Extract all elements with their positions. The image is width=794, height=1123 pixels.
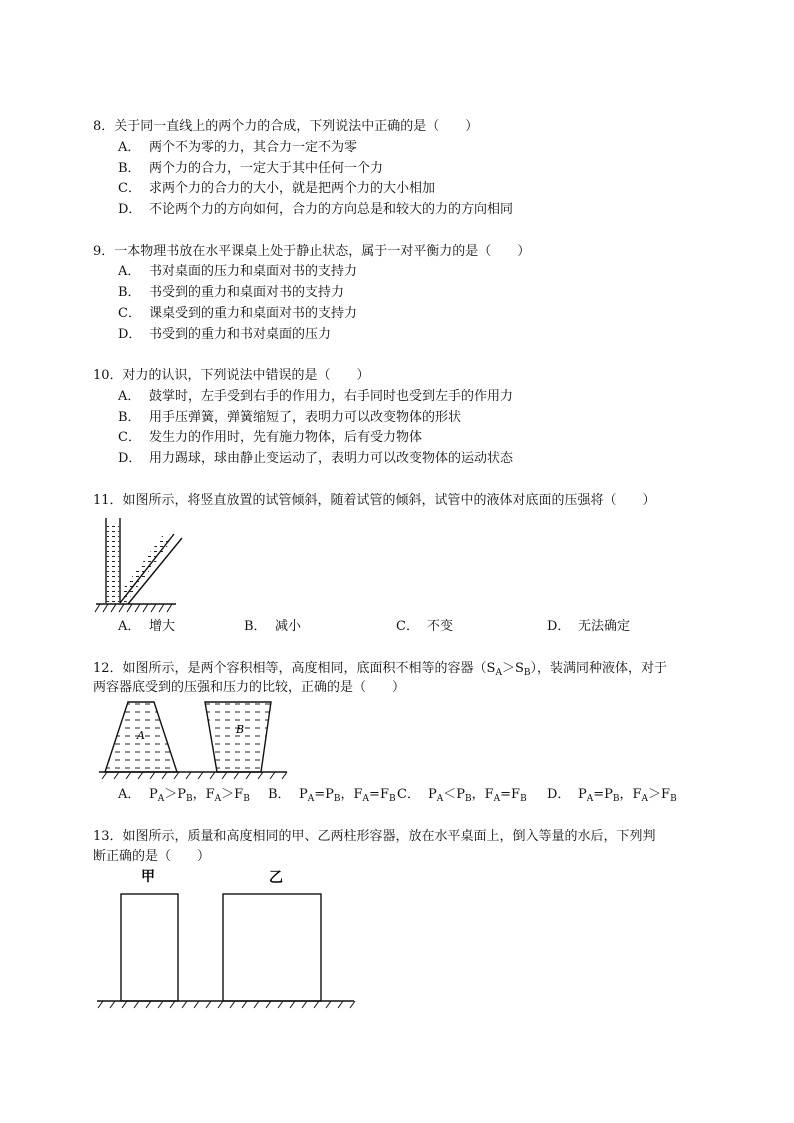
question-10-option-b[interactable] [118, 410, 461, 426]
option-text: 两个不为零的力，其合力一定不为零 [149, 140, 358, 155]
option-text: ，F [340, 787, 363, 802]
option-text: 不变 [427, 619, 454, 634]
option-text: 鼓掌时，左手受到右手的作用力，右手同时也受到左手的作用力 [149, 389, 514, 404]
question-10-option-a[interactable] [118, 389, 513, 405]
option-label: A． [118, 264, 141, 279]
option-label: D． [118, 327, 142, 342]
option-label: C． [396, 619, 419, 634]
question-11-option-b[interactable] [244, 619, 301, 635]
option-label: A． [118, 389, 141, 404]
subscript: A [495, 668, 502, 678]
option-label: C． [397, 787, 420, 802]
stem-text: ＞S [501, 661, 524, 676]
subscript: A [586, 794, 594, 804]
question-11-option-a[interactable] [118, 619, 175, 635]
subscript: A [157, 794, 165, 804]
subscript: A [436, 794, 444, 804]
option-text: 增大 [149, 619, 176, 634]
option-label: B． [118, 410, 141, 425]
option-label: A． [118, 787, 141, 802]
option-text: ＜P [443, 787, 465, 802]
option-label: D． [118, 202, 142, 217]
subscript: B [388, 794, 396, 804]
option-label: B． [268, 787, 291, 802]
container-b [205, 702, 271, 772]
tilted-tube [120, 534, 182, 604]
option-text: ，F [619, 787, 642, 802]
ground-line [97, 1001, 355, 1008]
question-9-option-a[interactable] [118, 264, 357, 280]
ground-line [99, 772, 287, 779]
option-label: D． [547, 787, 571, 802]
option-text: 用力踢球，球由静止变运动了，表明力可以改变物体的运动状态 [149, 451, 514, 466]
subscript: B [465, 794, 472, 804]
option-text: =P [314, 787, 334, 802]
subscript: A [362, 794, 370, 804]
option-text: P [428, 787, 437, 802]
question-9-option-d[interactable] [118, 327, 331, 343]
option-text: 减小 [275, 619, 302, 634]
question-12-option-d[interactable] [547, 787, 677, 803]
question-10-option-c[interactable] [118, 430, 422, 446]
question-8-option-c[interactable] [118, 181, 435, 197]
option-text: ＞F [221, 787, 244, 802]
option-text: ＞F [648, 787, 671, 802]
question-11-stem: 11．如图所示，将竖直放置的试管倾斜，随着试管的倾斜，试管中的液体对底面的压强将（ ） [93, 493, 656, 508]
question-8-stem: 8．关于同一直线上的两个力的合成，下列说法中正确的是（ ） [93, 119, 479, 134]
question-8-option-b[interactable] [118, 161, 383, 177]
option-text: 用手压弹簧，弹簧缩短了，表明力可以改变物体的形状 [149, 410, 462, 425]
container-b-label: B [235, 723, 245, 736]
ground-line [95, 604, 176, 612]
option-text: 不论两个力的方向如何，合力的方向总是和较大的力的方向相同 [149, 202, 514, 217]
option-text: 发生力的作用时，先有施力物体，后有受力物体 [149, 430, 423, 445]
option-label: B． [244, 619, 267, 634]
question-12-stem-line-1 [93, 661, 667, 677]
stem-text: 12．如图所示，是两个容积相等，高度相同，底面积不相等的容器（S [93, 661, 496, 676]
subscript: A [493, 794, 501, 804]
subscript: B [333, 794, 341, 804]
container-jia-label: 甲 [141, 869, 155, 885]
vertical-tube [106, 518, 120, 603]
option-text: 求两个力的合力的大小，就是把两个力的大小相加 [149, 181, 436, 196]
question-12-option-b[interactable] [268, 787, 396, 803]
question-10-stem: 10．对力的认识，下列说法中错误的是（ ） [93, 368, 370, 383]
question-9-stem: 9．一本物理书放在水平课桌上处于静止状态，属于一对平衡力的是（ ） [93, 244, 531, 259]
subscript: B [520, 794, 527, 804]
subscript: A [307, 794, 315, 804]
option-label: A． [118, 140, 141, 155]
option-text: P [578, 787, 587, 802]
option-text: 无法确定 [578, 619, 631, 634]
option-text: ，F [192, 787, 215, 802]
option-label: C． [118, 181, 141, 196]
subscript: B [612, 794, 620, 804]
option-text: =P [593, 787, 613, 802]
test-tube-figure [94, 514, 204, 618]
container-jia [121, 869, 178, 1001]
question-8-option-d[interactable] [118, 202, 513, 218]
option-label: A． [118, 619, 141, 634]
cylinders-figure [95, 865, 360, 1011]
question-10-option-d[interactable] [118, 451, 513, 467]
option-text: P [149, 787, 158, 802]
option-text: =F [369, 787, 389, 802]
option-text: P [299, 787, 308, 802]
option-label: D． [118, 451, 142, 466]
subscript: A [214, 794, 222, 804]
option-text: 书受到的重力和桌面对书的支持力 [149, 285, 345, 300]
option-text: =F [500, 787, 521, 802]
question-12-option-a[interactable] [118, 787, 250, 803]
option-text: ＞P [164, 787, 186, 802]
option-text: 课桌受到的重力和桌面对书的支持力 [149, 306, 358, 321]
question-11-option-d[interactable] [547, 619, 630, 635]
option-label: C． [118, 430, 141, 445]
container-a-label: A [137, 729, 145, 742]
option-text: ，F [471, 787, 494, 802]
container-yi-label: 乙 [269, 870, 283, 886]
question-8-option-a[interactable] [118, 140, 357, 156]
option-text: 书受到的重力和书对桌面的压力 [149, 327, 332, 342]
subscript: B [186, 794, 193, 804]
option-label: C． [118, 306, 141, 321]
question-9-option-c[interactable] [118, 306, 357, 322]
container-a [105, 702, 177, 772]
question-13-stem-line-2: 断正确的是（ ） [93, 849, 211, 864]
question-12-option-c[interactable] [397, 787, 527, 803]
option-label: B． [118, 161, 141, 176]
question-11-option-c[interactable] [396, 619, 453, 635]
question-12-stem-line-2: 两容器底受到的压强和压力的比较，正确的是（ ） [93, 680, 406, 695]
question-13-stem-line-1: 13．如图所示，质量和高度相同的甲、乙两柱形容器，放在水平桌面上，倒入等量的水后，下列判 [93, 829, 656, 844]
option-label: D． [547, 619, 571, 634]
containers-figure [95, 700, 295, 782]
subscript: A [641, 794, 649, 804]
container-yi [223, 870, 321, 1001]
subscript: B [243, 794, 250, 804]
option-text: 两个力的合力，一定大于其中任何一个力 [149, 161, 384, 176]
option-text: 书对桌面的压力和桌面对书的支持力 [149, 264, 358, 279]
subscript: B [523, 668, 531, 678]
option-label: B． [118, 285, 141, 300]
question-9-option-b[interactable] [118, 285, 344, 301]
stem-text: ），装满同种液体，对于 [530, 661, 667, 676]
subscript: B [670, 794, 677, 804]
